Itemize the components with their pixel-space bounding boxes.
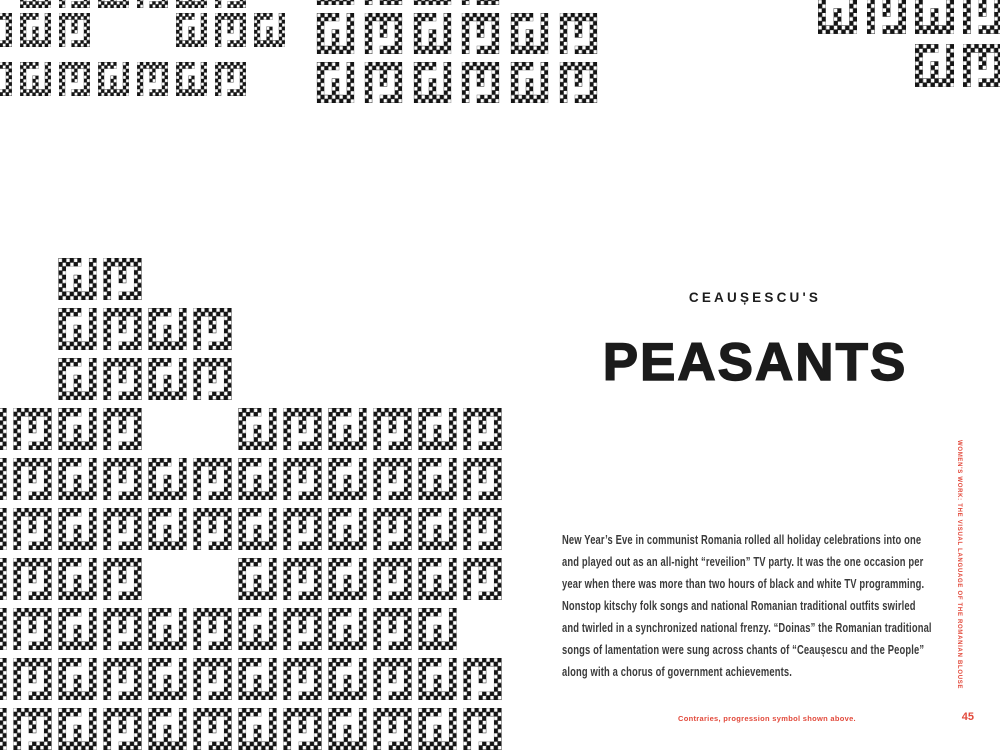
spine-vertical-text: WOMEN'S WORK: THE VISUAL LANGUAGE OF THE ROMANIAN BLOUSE	[956, 440, 962, 690]
body-line: songs of lamentation were sung across chants of “Ceaușescu and the People”	[562, 643, 925, 657]
body-line: year when there was more than two hours of black and white TV programming.	[562, 577, 925, 591]
pattern-caption: Contraries, progression symbol shown above.	[678, 714, 856, 723]
body-line: and twirled in a synchronized national frenzy. “Doinas” the Romanian traditional	[562, 621, 932, 635]
page-title: PEASANTS	[602, 333, 908, 392]
body-paragraph	[562, 529, 942, 683]
body-line: along with a chorus of government achievements.	[562, 665, 793, 679]
page-number: 45	[961, 711, 974, 723]
body-line: New Year’s Eve in communist Romania rolled all holiday celebrations into one	[562, 533, 922, 547]
body-line: and played out as an all-night “reveilion” TV party. It was the one occasion per	[562, 555, 924, 569]
body-line: Nonstop kitschy folk songs and national Romanian traditional outfits swirled	[562, 599, 916, 613]
kicker-heading: CEAUȘESCU'S	[688, 290, 822, 305]
